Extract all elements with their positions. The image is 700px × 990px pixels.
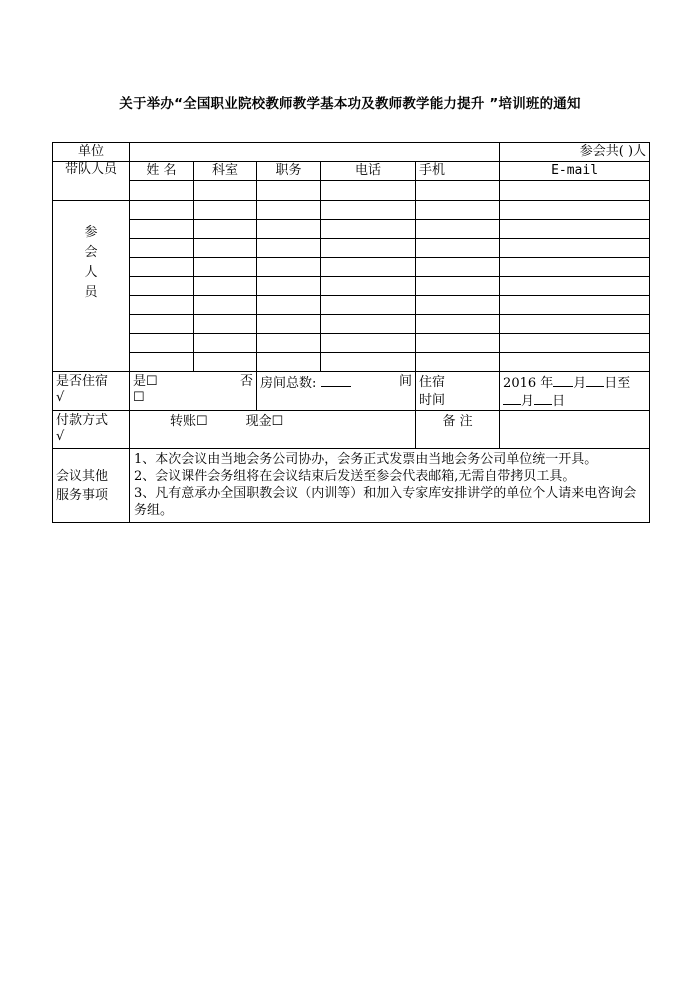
attendee-cell[interactable] [257, 258, 321, 277]
attendee-cell[interactable] [257, 334, 321, 353]
attendee-cell[interactable] [130, 315, 194, 334]
lodging-year-label: 2016 年 [503, 376, 554, 391]
attendee-cell[interactable] [321, 220, 416, 239]
attendees-label [53, 201, 130, 372]
attendee-cell[interactable] [130, 258, 194, 277]
rooms-label: 房间总数: [260, 376, 317, 391]
attendee-cell[interactable] [500, 201, 650, 220]
attendee-cell[interactable] [416, 239, 500, 258]
leader-name-cell[interactable] [130, 181, 194, 201]
attendee-cell[interactable] [130, 353, 194, 372]
start-month-input[interactable] [553, 374, 573, 387]
services-label-line-1: 会议其他 [56, 468, 109, 484]
rooms-unit: 间 [398, 374, 412, 389]
attendee-cell[interactable] [194, 296, 257, 315]
leader-department-cell[interactable] [194, 181, 257, 201]
payment-options-cell [130, 411, 416, 449]
column-header-position: 职务 [257, 162, 321, 181]
services-label-line-2: 服务事项 [56, 487, 109, 503]
service-note: 2、会议课件会务组将在会议结束后发送至参会代表邮箱,无需自带拷贝工具。 [134, 469, 576, 484]
attendee-cell[interactable] [416, 315, 500, 334]
attendee-cell[interactable] [500, 296, 650, 315]
attendee-cell[interactable] [500, 220, 650, 239]
attendee-cell[interactable] [500, 277, 650, 296]
attendees-label-char: 会 [84, 245, 98, 260]
attendee-cell[interactable] [416, 277, 500, 296]
attendee-cell[interactable] [257, 239, 321, 258]
leader-email-cell[interactable] [500, 181, 650, 201]
leader-phone-cell[interactable] [321, 181, 416, 201]
attendee-cell[interactable] [194, 334, 257, 353]
remarks-input-cell[interactable] [500, 411, 650, 449]
leader-header-row [53, 162, 650, 181]
attendee-cell[interactable] [321, 258, 416, 277]
attendee-cell[interactable] [194, 315, 257, 334]
attendee-row [53, 258, 650, 277]
lodging-time-label: 住宿时间 [419, 375, 446, 408]
unit-label: 单位 [53, 143, 130, 162]
attendee-cell[interactable] [257, 315, 321, 334]
lodging-date-cell [500, 372, 650, 411]
attendee-cell[interactable] [257, 353, 321, 372]
start-day-label: 日至 [604, 376, 631, 391]
attendee-cell[interactable] [130, 220, 194, 239]
end-month-input[interactable] [503, 392, 521, 405]
attendee-cell[interactable] [321, 277, 416, 296]
attendee-cell[interactable] [321, 334, 416, 353]
attendee-cell[interactable] [194, 353, 257, 372]
services-notes-cell [130, 449, 650, 523]
rooms-input[interactable] [321, 374, 351, 387]
attendee-row [53, 315, 650, 334]
lodging-yes-checkbox[interactable]: 是☐ [133, 374, 158, 389]
lodging-time-label-cell [416, 372, 500, 411]
cash-checkbox[interactable]: 现金☐ [245, 414, 284, 429]
service-note: 1、本次会议由当地会务公司协办，会务正式发票由当地会务公司单位统一开具。 [134, 452, 598, 467]
attendee-cell[interactable] [416, 201, 500, 220]
end-month-label: 月 [521, 394, 535, 409]
column-header-email: E-mail [500, 162, 650, 181]
payment-label: 付款方式 [56, 413, 109, 428]
leader-mobile-cell[interactable] [416, 181, 500, 201]
lodging-no-label: 否 [239, 374, 253, 389]
attendee-cell[interactable] [321, 315, 416, 334]
attendee-cell[interactable] [130, 296, 194, 315]
attendees-label-char: 人 [84, 265, 98, 280]
unit-input-cell[interactable] [130, 143, 500, 162]
attendee-cell[interactable] [321, 201, 416, 220]
lodging-no-checkbox[interactable]: ☐ [133, 390, 145, 405]
rooms-cell [257, 372, 416, 411]
attendees-label-char: 参 [84, 225, 98, 240]
services-row [53, 449, 650, 523]
lodging-choice-cell [130, 372, 257, 411]
leader-position-cell[interactable] [257, 181, 321, 201]
services-label-cell [53, 449, 130, 523]
attendees-label-char: 员 [84, 285, 98, 300]
registration-form-table [52, 142, 650, 523]
attendee-cell[interactable] [194, 239, 257, 258]
attendee-cell[interactable] [500, 353, 650, 372]
attendee-row [53, 277, 650, 296]
attendee-cell[interactable] [321, 239, 416, 258]
attendee-row [53, 220, 650, 239]
attendee-row [53, 334, 650, 353]
attendee-cell[interactable] [416, 296, 500, 315]
attendee-cell[interactable] [257, 201, 321, 220]
attendee-cell[interactable] [130, 201, 194, 220]
attendee-cell[interactable] [257, 296, 321, 315]
leader-label: 带队人员 [53, 162, 130, 201]
attendee-cell[interactable] [416, 353, 500, 372]
attendee-cell[interactable] [194, 277, 257, 296]
payment-check-mark: √ [56, 429, 65, 444]
attendee-cell[interactable] [500, 239, 650, 258]
start-month-label: 月 [573, 376, 587, 391]
attendee-cell[interactable] [416, 220, 500, 239]
attendee-row [53, 296, 650, 315]
end-day-label: 日 [552, 394, 566, 409]
attendee-cell[interactable] [130, 239, 194, 258]
lodging-label-cell [53, 372, 130, 411]
column-header-phone: 电话 [321, 162, 416, 181]
unit-row [53, 143, 650, 162]
end-day-input[interactable] [534, 392, 552, 405]
attendee-cell[interactable] [500, 334, 650, 353]
remarks-label: 备 注 [416, 411, 500, 449]
attendee-cell[interactable] [257, 277, 321, 296]
attendee-cell[interactable] [500, 258, 650, 277]
lodging-label: 是否住宿 [56, 374, 109, 389]
attendee-count-label[interactable]: 参会共( )人 [500, 143, 650, 162]
attendee-cell[interactable] [321, 353, 416, 372]
attendee-cell[interactable] [257, 220, 321, 239]
transfer-checkbox[interactable]: 转账☐ [170, 414, 208, 429]
attendee-cell[interactable] [321, 296, 416, 315]
payment-row [53, 411, 650, 449]
attendee-row [53, 201, 650, 220]
attendee-cell[interactable] [194, 201, 257, 220]
attendee-row [53, 353, 650, 372]
lodging-check-mark: √ [56, 390, 65, 405]
attendee-row [53, 239, 650, 258]
attendee-cell[interactable] [194, 220, 257, 239]
column-header-mobile: 手机 [416, 162, 500, 181]
payment-label-cell [53, 411, 130, 449]
attendee-cell[interactable] [416, 334, 500, 353]
service-note: 3、凡有意承办全国职教会议（内训等）和加入专家库安排讲学的单位个人请来电咨询会务组。 [134, 486, 637, 518]
start-day-input[interactable] [586, 374, 604, 387]
leader-input-row [53, 181, 650, 201]
attendee-cell[interactable] [194, 258, 257, 277]
lodging-row [53, 372, 650, 411]
page-title: 关于举办“全国职业院校教师教学基本功及教师教学能力提升 ”培训班的通知 [119, 96, 581, 112]
attendee-cell[interactable] [130, 277, 194, 296]
attendee-cell[interactable] [416, 258, 500, 277]
attendee-cell[interactable] [500, 315, 650, 334]
column-header-name: 姓 名 [130, 162, 194, 181]
attendee-cell[interactable] [130, 334, 194, 353]
column-header-department: 科室 [194, 162, 257, 181]
